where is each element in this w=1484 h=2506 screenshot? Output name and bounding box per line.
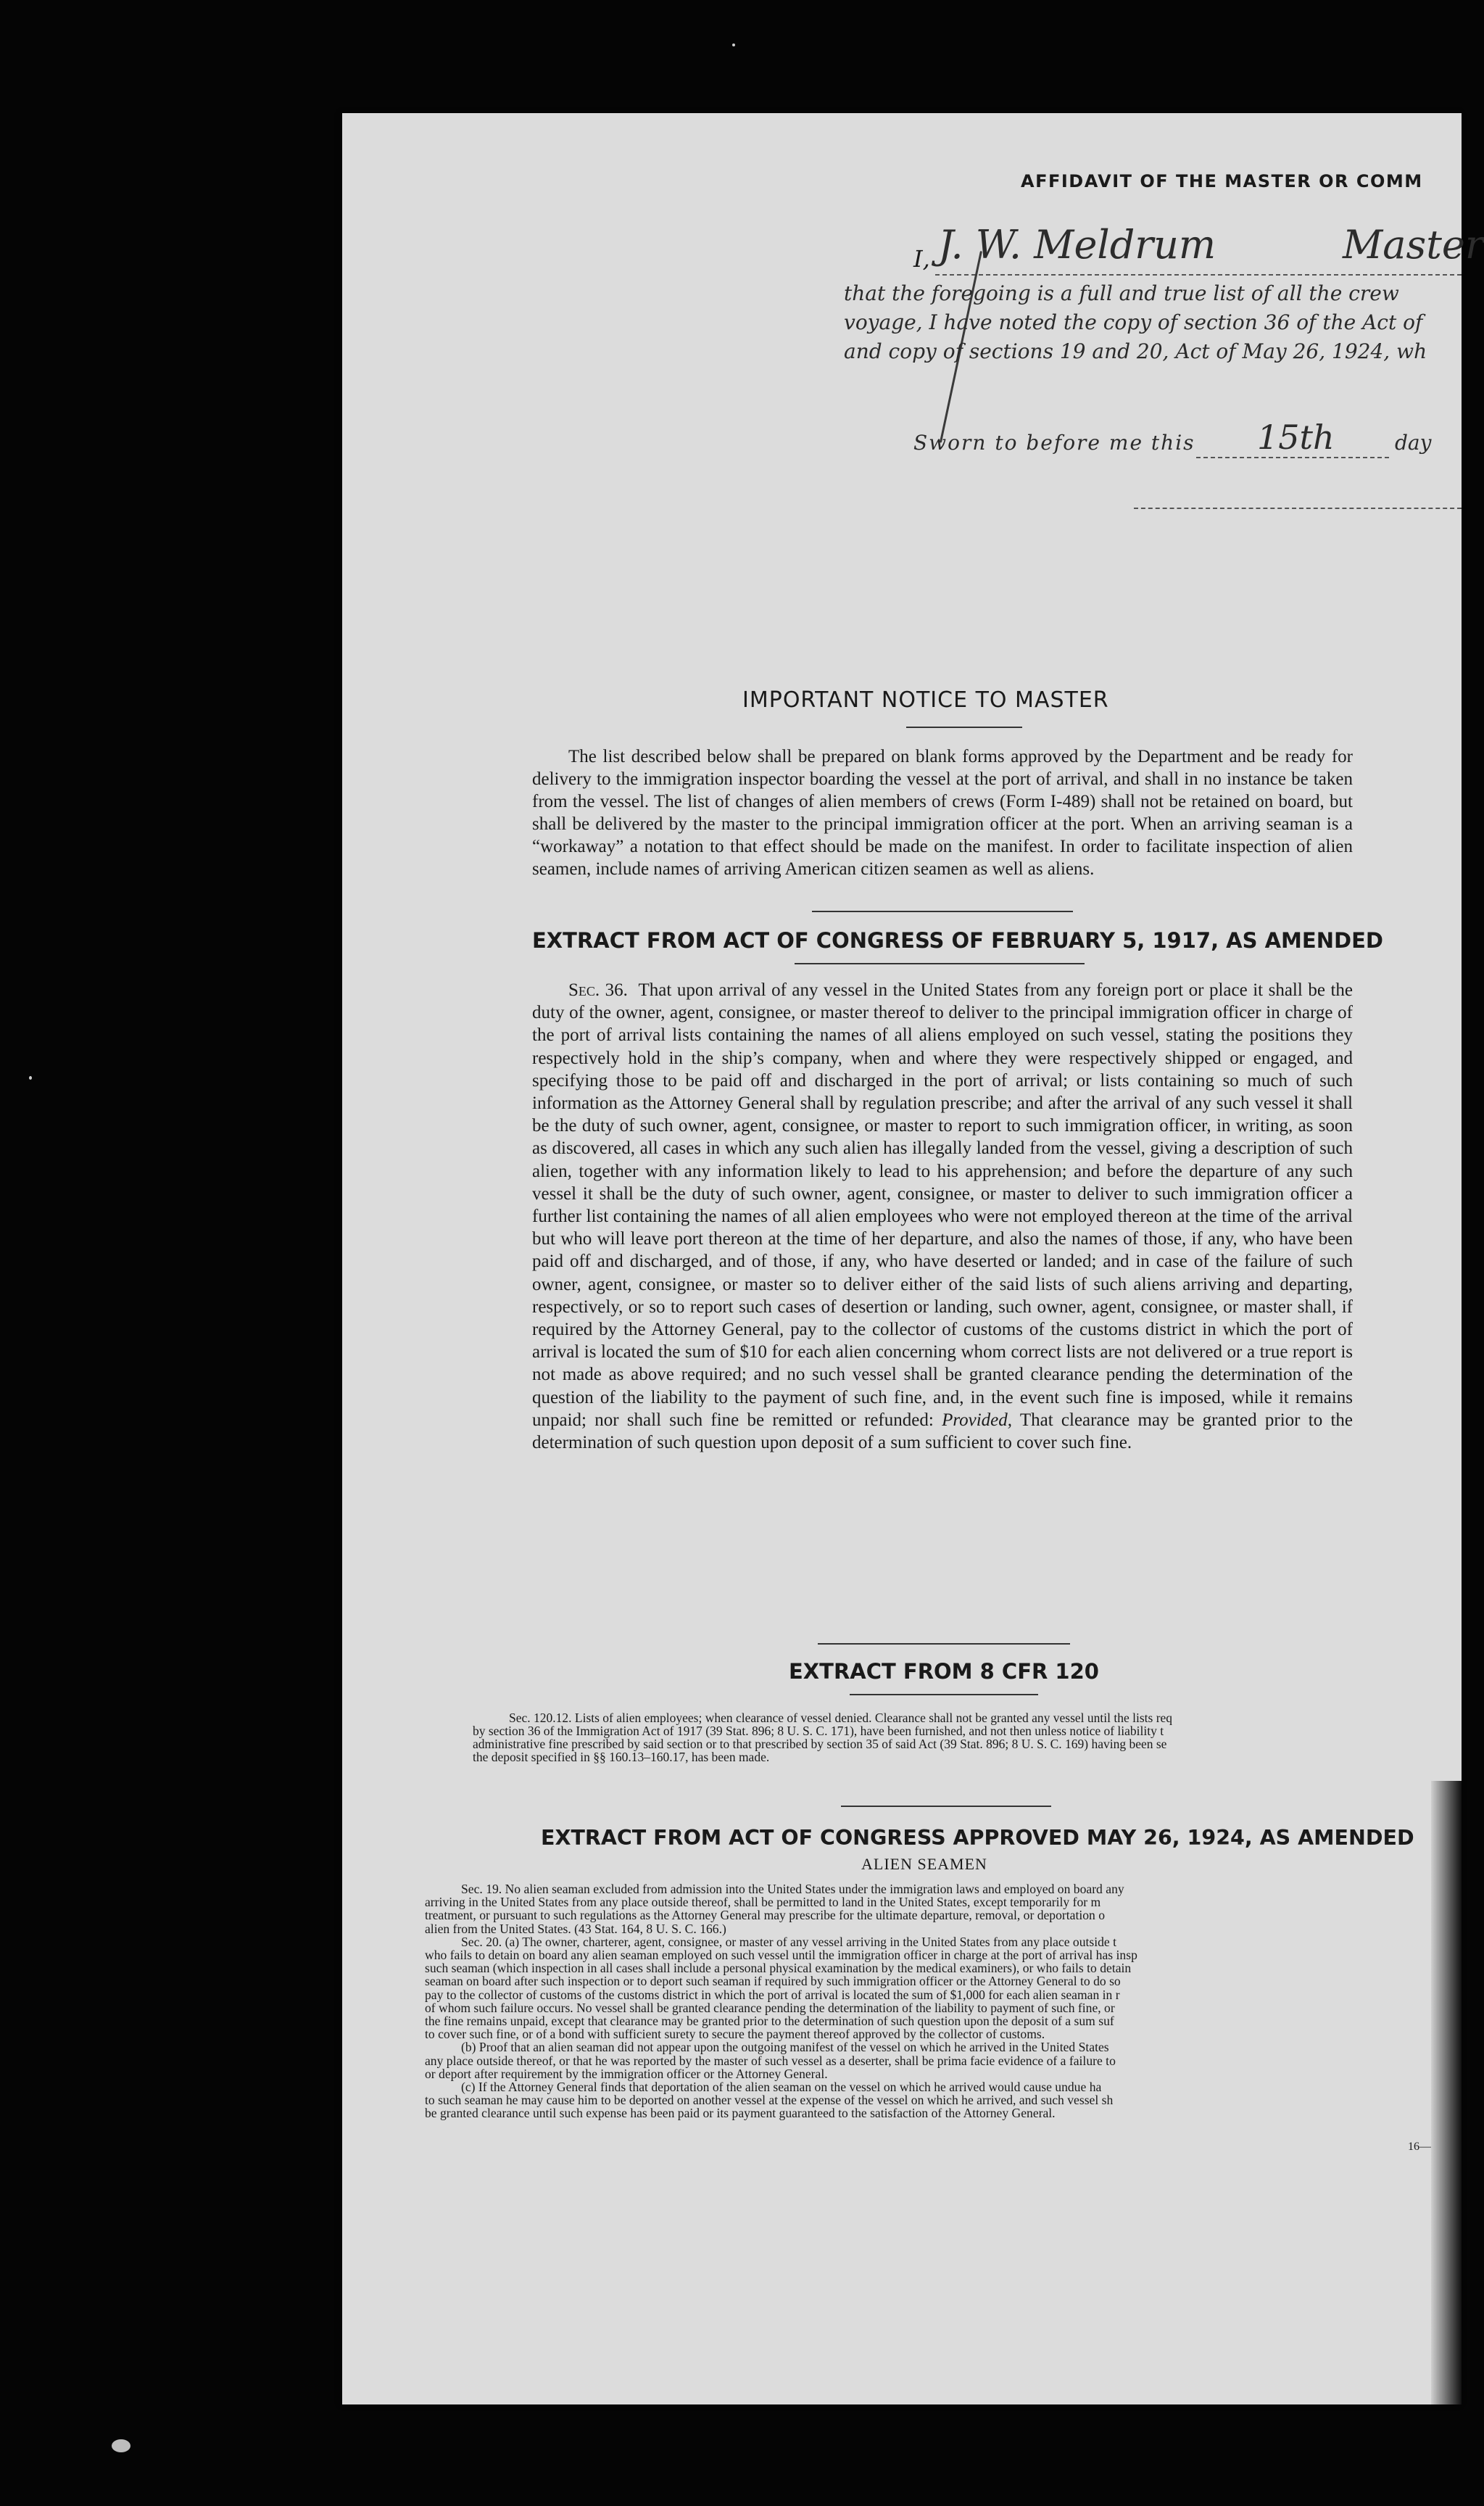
extract-1924-heading: EXTRACT FROM ACT OF CONGRESS APPROVED MAY 26, 1924, AS AMENDED xyxy=(541,1826,1414,1850)
extract-1917-paragraph: Sec. 36. That upon arrival of any vessel in the United States from any foreign port or place it shall be the duty of the owner, agent, consignee, or master thereof to deliver to the principal immigration officer in charge of the port of arrival lists containing the names of all aliens employed on such vessel, stating the positions they respectively hold in the ship’s company, when and where they were respectively shipped or engaged, and specifying those to be paid off and discharged in the port of arrival; or lists containing so much of such information as the Attorney General shall by regulation prescribe; and after the arrival of any such vessel it shall be the duty of such owner, agent, consignee, or master to report to such immigration officer, in writing, as soon as discovered, all cases in which any such alien has illegally landed from the vessel, giving a description of such alien, together with any information likely to lead to his apprehension; and before the departure of any such vessel it shall be the duty of such owner, agent, consignee, or master to deliver to such immigration officer a further list containing the names of all alien employees who were not employed thereon at the time of the arrival but who will leave port thereon at the time of her departure, and also the names of those, if any, who have been paid off and discharged, and of those, if any, who have deserted or landed; and in case of the failure of such owner, agent, consignee, or master so to deliver either of the said lists of such aliens arriving and departing, respectively, or so to report such cases of desertion or landing, such owner, agent, consignee, or master shall, if required by the Attorney General, pay to the collector of customs of the customs district in which the port of arrival is located the sum of $10 for each alien concerning whom correct lists are not delivered or a true report is not made as above required; and no such vessel shall be granted clearance pending the determination of the question of the liability to the payment of such fine, and, in the event such fine is imposed, while it remains unpaid; nor shall such fine be remitted or refunded: Provided, That clearance may be granted prior to the determination of such question upon deposit of a sum sufficient to cover such fine. xyxy=(532,980,1353,1453)
act-line: (c) If the Attorney General finds that deportation of the alien seaman on the vessel on which he arrived would cause undue ha xyxy=(461,2080,1102,2095)
affidavit-line-1: that the foregoing is a full and true list of all the crew xyxy=(844,281,1399,305)
cfr-line: Sec. 120.12. Lists of alien employees; when clearance of vessel denied. Clearance shall not be granted any vessel until the lists req xyxy=(509,1711,1173,1725)
provided-label: Provided, xyxy=(942,1410,1013,1430)
form-number: 16— xyxy=(1408,2141,1431,2153)
section-divider-1 xyxy=(812,911,1073,912)
act-line: who fails to detain on board any alien seaman employed on such vessel until the immigration officer in charge at the port of arrival has insp xyxy=(425,1948,1137,1963)
affidavit-line-2: voyage, I have noted the copy of section 36 of the Act of xyxy=(844,310,1423,334)
handwritten-rank: Master xyxy=(1343,222,1484,268)
extract-1924-text xyxy=(425,1882,1462,2120)
act-line: to such seaman he may cause him to be deported on another vessel at the expense of the vessel on which he arrived, and such vessel sh xyxy=(425,2093,1114,2108)
notice-paragraph: The list described below shall be prepared on blank forms approved by the Department and be ready for delivery to the immigration inspector boarding the vessel at the port of arrival, and shall in no instance be taken from the vessel. The list of changes of alien members of crews (Form I-489) shall not be retained on board, but shall be delivered by the master to the principal immigration officer at the port. When an arriving seaman is a “workaway” a notation to that effect should be made on the manifest. In order to facilitate inspection of alien seamen, include names of arriving American citizen seamen as well as aliens. xyxy=(532,747,1353,879)
cfr-line: administrative fine prescribed by said section or to that prescribed by section 35 of said Act (39 Stat. 896; 8 U. S. C. 169) having been se xyxy=(473,1737,1167,1751)
act-line: such seaman (which inspection in all cases shall include a personal physical examination by the medical examiners), or who fails to detain xyxy=(425,1961,1132,1976)
act-line: Sec. 20. (a) The owner, charterer, agent, consignee, or master of any vessel arriving in the United States from any place outside t xyxy=(461,1934,1117,1949)
affidavit-title: AFFIDAVIT OF THE MASTER OR COMM xyxy=(1021,171,1423,191)
scan-edge-shadow xyxy=(1431,1781,1462,2404)
document-page xyxy=(342,113,1484,2404)
handwritten-day: 15th xyxy=(1257,418,1335,457)
extract-cfr-heading: EXTRACT FROM 8 CFR 120 xyxy=(789,1659,1099,1684)
act-line: seaman on board after such inspection or to deport such seaman if required by such immigration officer or the Attorney General to do so xyxy=(425,1974,1121,1989)
signature-line xyxy=(1134,508,1462,509)
cfr-line: by section 36 of the Immigration Act of 1917 (39 Stat. 896; 8 U. S. C. 171), have been furnished, and not then unless notice of liability t xyxy=(473,1724,1164,1738)
act-line: (b) Proof that an alien seaman did not appear upon the outgoing manifest of the vessel on which he arrived in the United States xyxy=(461,2040,1109,2055)
scan-speck xyxy=(29,1076,32,1080)
extract-cfr-text xyxy=(473,1711,1462,1763)
act-line: to cover such fine, or of a bond with sufficient surety to secure the payment thereof approved by the collector of customs. xyxy=(425,2027,1045,2042)
extract-cfr-rule xyxy=(850,1694,1038,1695)
sworn-day-line xyxy=(1196,457,1389,458)
section-divider-2 xyxy=(818,1643,1070,1645)
act-line: alien from the United States. (43 Stat. 164, 8 U. S. C. 166.) xyxy=(425,1921,726,1936)
act-line: or deport after requirement by the immigration officer or the Attorney General. xyxy=(425,2066,828,2081)
sec-36-label: Sec. 36. xyxy=(568,980,628,1000)
alien-seamen-subheading: ALIEN SEAMEN xyxy=(861,1855,987,1873)
scan-speck xyxy=(732,44,735,46)
sworn-label: Sworn to before me this xyxy=(913,431,1195,455)
affidavit-i-label: I, xyxy=(913,245,930,273)
act-line: any place outside thereof, or that he was reported by the master of such vessel as a deserter, shall be prima facie evidence of a failure to xyxy=(425,2053,1116,2068)
day-label: day xyxy=(1395,431,1432,455)
act-line: of whom such failure occurs. No vessel shall be granted clearance pending the determination of the liability to payment of such fine, or xyxy=(425,2000,1115,2015)
act-line: the fine remains unpaid, except that clearance may be granted prior to the determination of such question upon the deposit of a sum suf xyxy=(425,2014,1114,2029)
extract-1917-heading: EXTRACT FROM ACT OF CONGRESS OF FEBRUARY 5, 1917, AS AMENDED xyxy=(532,928,1383,953)
affidavit-line-3: and copy of sections 19 and 20, Act of May 26, 1924, wh xyxy=(844,339,1427,363)
handwritten-master-name: J. W. Meldrum xyxy=(938,222,1216,268)
act-line: treatment, or pursuant to such regulations as the Attorney General may prescribe for the ultimate departure, removal, or deportation o xyxy=(425,1908,1106,1923)
notice-heading: IMPORTANT NOTICE TO MASTER xyxy=(742,687,1109,713)
act-line: Sec. 19. No alien seaman excluded from admission into the United States under the immigration laws and employed on board any xyxy=(461,1882,1124,1896)
notice-rule xyxy=(906,727,1022,728)
affidavit-name-line xyxy=(935,274,1462,276)
extract-1917-rule xyxy=(795,963,1085,964)
cfr-line: the deposit specified in §§ 160.13–160.17, has been made. xyxy=(473,1750,770,1764)
act-line: arriving in the United States from any place outside thereof, shall be permitted to land in the United States, except temporarily for m xyxy=(425,1895,1101,1910)
section-divider-3 xyxy=(841,1806,1051,1807)
act-line: be granted clearance until such expense has been paid or its payment guaranteed to the satisfaction of the Attorney General. xyxy=(425,2106,1056,2121)
scan-speck xyxy=(112,2439,130,2452)
act-line: pay to the collector of customs of the customs district in which the port of arrival is located the sum of $1,000 for each alien seaman in r xyxy=(425,1987,1120,2002)
